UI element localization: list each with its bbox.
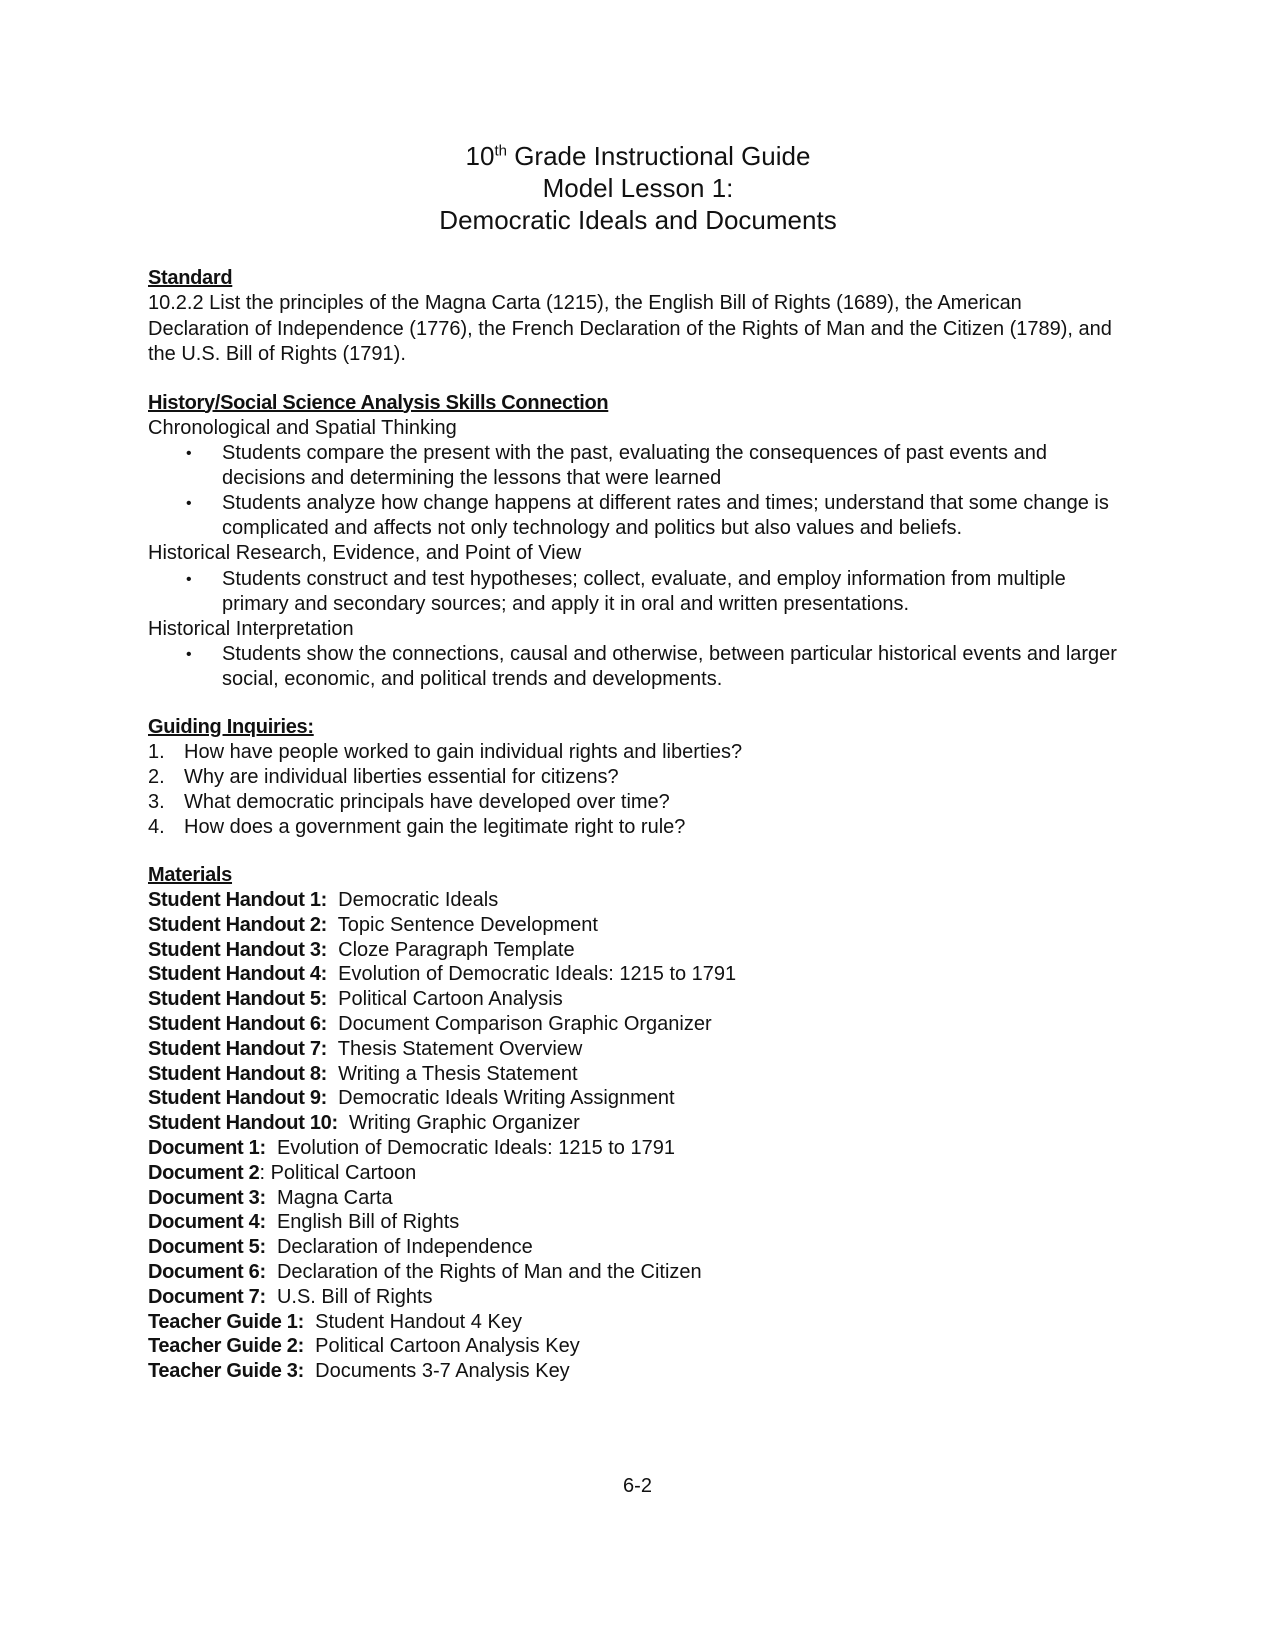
inquiry-number: 4. xyxy=(148,816,165,838)
material-label: Student Handout 9: xyxy=(148,1087,328,1110)
material-label: Teacher Guide 1: xyxy=(148,1310,304,1333)
skills-section xyxy=(148,391,1128,693)
material-label: Student Handout 8: xyxy=(148,1062,328,1085)
inquiries-list xyxy=(148,740,1128,840)
materials-section xyxy=(148,863,1128,1384)
material-item xyxy=(148,1062,1128,1087)
materials-heading: Materials xyxy=(148,864,233,886)
material-label: Student Handout 4: xyxy=(148,963,328,986)
material-text: Document Comparison Graphic Organizer xyxy=(338,1012,712,1035)
material-item xyxy=(148,1161,1128,1186)
material-item xyxy=(148,1111,1128,1136)
skills-group-label: Historical Research, Evidence, and Point of View xyxy=(148,542,582,564)
material-label: Document 6: xyxy=(148,1260,266,1283)
material-text: Political Cartoon Analysis Key xyxy=(315,1335,580,1358)
inquiry-text: How have people worked to gain individual rights and liberties? xyxy=(184,741,743,763)
bullet-icon: • xyxy=(186,570,192,588)
document-page xyxy=(148,140,1128,1384)
material-text: Democratic Ideals xyxy=(338,889,499,911)
material-label: Document 4: xyxy=(148,1211,266,1234)
material-item xyxy=(148,1260,1128,1285)
page-number: 6-2 xyxy=(623,1475,652,1497)
material-text: Writing Graphic Organizer xyxy=(348,1112,580,1135)
material-item xyxy=(148,1235,1128,1260)
material-label: Student Handout 2: xyxy=(148,913,328,936)
standard-text: 10.2.2 List the principles of the Magna Carta (1215), the English Bill of Rights (1689), the American Declaration of Independence (1776), the French Declaration of the Rights of Man and the Citizen (1789), and the U.S. Bill of Rights (1791). xyxy=(148,292,1112,365)
material-item xyxy=(148,1086,1128,1111)
material-label: Document 7: xyxy=(148,1285,266,1308)
title-grade-suffix: th xyxy=(494,142,507,160)
title-line-2: Model Lesson 1: xyxy=(542,173,734,203)
title-grade-number: 10 xyxy=(465,141,495,171)
material-label: Student Handout 5: xyxy=(148,988,328,1011)
material-label: Student Handout 1: xyxy=(148,889,328,911)
skills-group-label: Historical Interpretation xyxy=(148,617,354,640)
inquiry-number: 3. xyxy=(148,791,165,813)
material-text: Documents 3-7 Analysis Key xyxy=(315,1360,570,1383)
material-item xyxy=(148,938,1128,963)
material-item xyxy=(148,888,1128,913)
material-text: Writing a Thesis Statement xyxy=(338,1062,578,1085)
material-item xyxy=(148,1012,1128,1037)
material-text: Evolution of Democratic Ideals: 1215 to 1791 xyxy=(338,963,737,986)
material-item xyxy=(148,913,1128,938)
material-text: Declaration of Independence xyxy=(276,1236,533,1259)
material-label: Teacher Guide 3: xyxy=(148,1360,304,1383)
skills-bullet-list xyxy=(148,567,1128,617)
skills-bullet-list xyxy=(148,441,1128,541)
material-item xyxy=(148,1037,1128,1062)
inquiry-item xyxy=(148,790,1128,815)
bullet-icon: • xyxy=(186,495,192,512)
skills-bullet-list xyxy=(148,642,1128,692)
material-text: Magna Carta xyxy=(276,1186,393,1209)
bullet-text: Students compare the present with the past, evaluating the consequences of past events and decisions and determining the lessons that were learned xyxy=(222,442,1047,489)
material-text: Evolution of Democratic Ideals: 1215 to 1791 xyxy=(276,1136,675,1159)
material-text: U.S. Bill of Rights xyxy=(276,1285,433,1308)
skills-bullet-item xyxy=(148,491,1128,541)
inquiry-item xyxy=(148,740,1128,765)
material-item xyxy=(148,1186,1128,1211)
inquiry-number: 2. xyxy=(148,766,165,788)
material-label: Teacher Guide 2: xyxy=(148,1335,304,1358)
bullet-text: Students analyze how change happens at different rates and times; understand that some change is complicated and affects not only technology and politics but also values and beliefs. xyxy=(222,492,1109,539)
title-line-3: Democratic Ideals and Documents xyxy=(439,205,837,235)
bullet-text: Students show the connections, causal and otherwise, between particular historical events and larger social, economic, and political trends and developments. xyxy=(222,643,1117,690)
title-guide-text: Grade Instructional Guide xyxy=(506,141,811,171)
inquiry-text: Why are individual liberties essential for citizens? xyxy=(184,766,619,788)
bullet-icon: • xyxy=(186,646,192,663)
bullet-icon: • xyxy=(186,445,192,462)
material-item xyxy=(148,1334,1128,1359)
material-text: Declaration of the Rights of Man and the Citizen xyxy=(276,1260,702,1283)
standard-section xyxy=(148,266,1128,368)
standard-heading: Standard xyxy=(148,267,233,289)
material-text: Political Cartoon Analysis xyxy=(338,988,563,1011)
material-text: : Political Cartoon xyxy=(259,1161,417,1184)
title-line-1 xyxy=(148,140,1128,172)
material-item xyxy=(148,1210,1128,1235)
skills-group-label: Chronological and Spatial Thinking xyxy=(148,416,457,439)
material-text: Democratic Ideals Writing Assignment xyxy=(338,1087,675,1110)
material-text: Cloze Paragraph Template xyxy=(338,938,575,961)
inquiries-section xyxy=(148,715,1128,840)
material-label: Student Handout 3: xyxy=(148,938,328,961)
material-text: Thesis Statement Overview xyxy=(337,1037,583,1060)
inquiry-item xyxy=(148,815,1128,840)
inquiry-item xyxy=(148,765,1128,790)
materials-list xyxy=(148,888,1128,1384)
skills-heading: History/Social Science Analysis Skills Connection xyxy=(148,391,609,414)
material-text: English Bill of Rights xyxy=(276,1211,460,1234)
material-item xyxy=(148,1136,1128,1161)
material-text: Topic Sentence Development xyxy=(337,913,598,936)
skills-bullet-item xyxy=(148,642,1128,692)
material-label: Document 5: xyxy=(148,1236,266,1259)
inquiry-text: What democratic principals have developed over time? xyxy=(184,791,670,813)
material-label: Document 1: xyxy=(148,1136,266,1159)
material-item xyxy=(148,1285,1128,1310)
material-label: Document 2 xyxy=(148,1161,260,1184)
bullet-text: Students construct and test hypotheses; collect, evaluate, and employ information from multiple primary and secondary sources; and apply it in oral and written presentations. xyxy=(222,567,1066,615)
material-label: Student Handout 7: xyxy=(148,1037,328,1060)
skills-bullet-item xyxy=(148,567,1128,617)
material-item xyxy=(148,962,1128,987)
material-text: Student Handout 4 Key xyxy=(315,1310,522,1333)
document-title xyxy=(148,140,1128,236)
inquiry-text: How does a government gain the legitimate right to rule? xyxy=(184,816,686,838)
material-item xyxy=(148,1310,1128,1335)
inquiry-number: 1. xyxy=(148,741,165,763)
material-item xyxy=(148,987,1128,1012)
skills-bullet-item xyxy=(148,441,1128,491)
material-label: Student Handout 6: xyxy=(148,1012,328,1035)
inquiries-heading: Guiding Inquiries: xyxy=(148,716,314,738)
material-label: Student Handout 10: xyxy=(148,1112,338,1135)
material-item xyxy=(148,1359,1128,1384)
material-label: Document 3: xyxy=(148,1186,266,1209)
